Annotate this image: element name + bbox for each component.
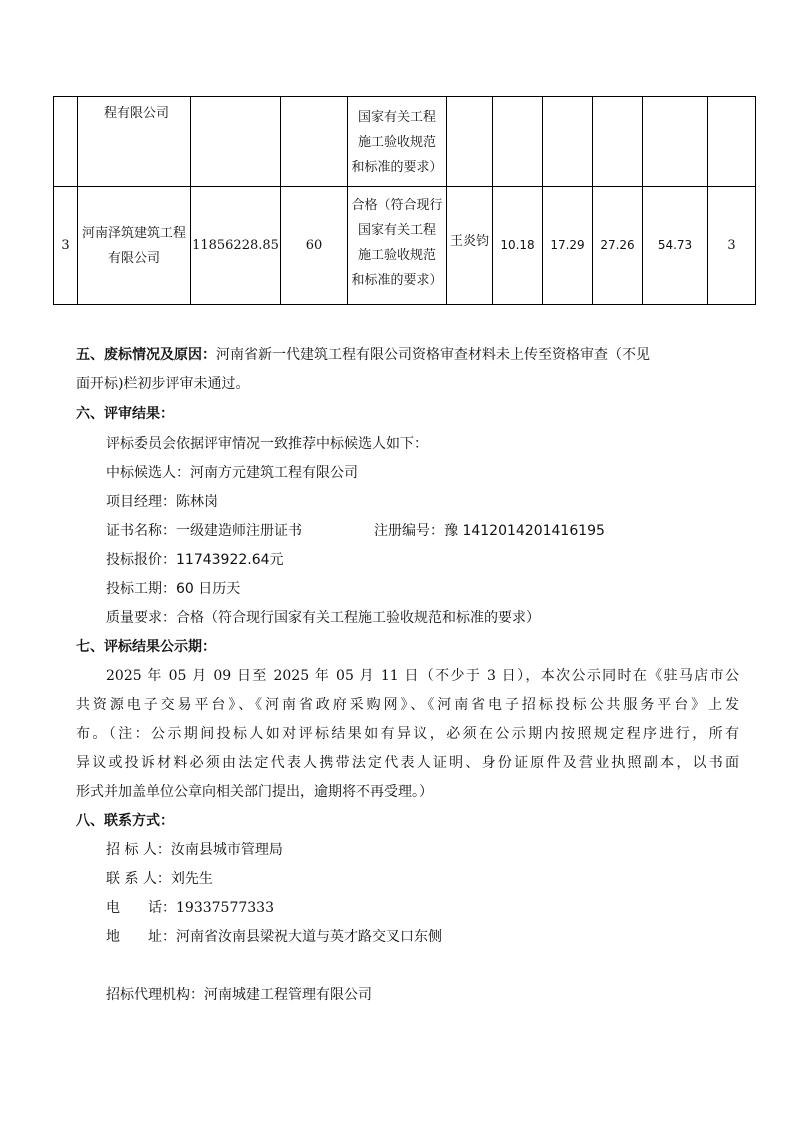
manager-cell	[447, 97, 493, 187]
reg-line	[374, 521, 605, 541]
address-label: 地 址：	[106, 929, 176, 945]
bid-result-table	[53, 96, 756, 305]
quality-line: 和标准的要求）	[351, 273, 443, 288]
contact-value: 刘先生	[170, 871, 213, 887]
quality-line: 施工验收规范	[357, 135, 436, 150]
section5-line	[76, 345, 650, 365]
score-cell: 17.29	[543, 187, 593, 305]
duration-value: 60	[176, 581, 194, 597]
quality-line: 国家有关工程	[357, 110, 436, 125]
duration-line	[106, 579, 240, 599]
section7-text-3: 布。（注：公示期间投标人如对评标结果如有异议，必须在公示期内按照规定程序进行，所有	[76, 726, 739, 742]
total-cell	[643, 97, 708, 187]
manager-label: 项目经理：	[106, 494, 176, 510]
section7-text-2: 共资源电子交易平台》、《河南省政府采购网》、《河南省电子招标投标公共服务平台》上发	[76, 697, 739, 713]
agency-value: 河南城建工程管理有限公司	[204, 987, 372, 1003]
section7-text-4: 异议或投诉材料必须由法定代表人携带法定代表人证明、身份证原件及营业执照副本，以书面	[76, 755, 739, 771]
candidate-line	[106, 463, 358, 483]
reg-label: 注册编号：	[374, 523, 444, 539]
table-row	[54, 187, 756, 305]
candidate-label: 中标候选人：	[106, 465, 190, 481]
section8-heading: 八、联系方式：	[76, 813, 174, 829]
company-cell	[78, 187, 191, 305]
phone-label: 电 话：	[106, 900, 176, 916]
price-unit: 元	[269, 552, 284, 568]
table-row	[54, 97, 756, 187]
reg-number: 1412014201416195	[462, 523, 605, 539]
price-cell: 11856228.85	[191, 187, 281, 305]
tenderer-line	[106, 840, 283, 860]
section5-text-2: 面开标)栏初步评审未通过。	[76, 376, 250, 392]
section5-text: 河南省新一代建筑工程有限公司资格审查材料未上传至资格审查（不见	[216, 347, 650, 363]
price-line	[106, 550, 284, 570]
score-cell	[493, 97, 543, 187]
company-line: 河南泽筑建筑工程	[81, 225, 186, 241]
reg-prefix: 豫	[444, 523, 458, 539]
candidate-value: 河南方元建筑工程有限公司	[190, 465, 358, 481]
address-value: 河南省汝南县梁祝大道与英才路交叉口东侧	[176, 929, 442, 945]
contact-line	[106, 869, 213, 889]
quality-line: 施工验收规范	[357, 248, 436, 263]
section6-heading: 六、评审结果：	[76, 406, 174, 422]
tenderer-value: 汝南县城市管理局	[170, 842, 283, 858]
company-cell	[78, 97, 191, 187]
quality-cell	[348, 97, 447, 187]
duration-unit: 日历天	[198, 581, 241, 597]
phone-value: 19337577333	[176, 900, 274, 916]
quality-line: 合格（符合现行	[351, 198, 443, 213]
total-cell: 54.73	[643, 187, 708, 305]
price-cell	[191, 97, 281, 187]
agency-line	[106, 985, 372, 1005]
cert-label: 证书名称：	[106, 523, 176, 539]
score-cell	[593, 97, 643, 187]
company-line: 有限公司	[107, 250, 160, 266]
phone-line	[106, 898, 274, 918]
section7-heading: 七、评标结果公示期：	[76, 639, 216, 655]
cert-value: 一级建造师注册证书	[176, 523, 302, 539]
rank-cell	[708, 97, 756, 187]
section5-heading: 五、废标情况及原因：	[76, 347, 216, 363]
rank-cell: 3	[708, 187, 756, 305]
duration-cell	[281, 97, 348, 187]
agency-label: 招标代理机构：	[106, 987, 204, 1003]
contact-label: 联 系 人：	[106, 871, 171, 887]
manager-value: 陈林岗	[176, 494, 218, 510]
address-line	[106, 927, 442, 947]
row-index: 3	[54, 187, 78, 305]
manager-cell: 王炎钧	[447, 187, 493, 305]
quality-line: 国家有关工程	[357, 223, 436, 238]
company-line: 程有限公司	[104, 106, 170, 121]
section6-intro: 评标委员会依据评审情况一致推荐中标候选人如下：	[106, 436, 428, 452]
quality-cell	[348, 187, 447, 305]
row-index	[54, 97, 78, 187]
price-value: 11743922.64	[176, 552, 270, 568]
duration-label: 投标工期：	[106, 581, 176, 597]
quality-line: 和标准的要求）	[351, 160, 443, 175]
score-cell: 27.26	[593, 187, 643, 305]
manager-line	[106, 492, 218, 512]
cert-line	[106, 521, 302, 541]
duration-cell: 60	[281, 187, 348, 305]
tenderer-label: 招 标 人：	[106, 842, 171, 858]
quality-label: 质量要求：	[106, 610, 176, 626]
section7-text-5: 形式并加盖单位公章向相关部门提出，逾期将不再受理。）	[76, 784, 433, 800]
score-cell	[543, 97, 593, 187]
price-label: 投标报价：	[106, 552, 176, 568]
score-cell: 10.18	[493, 187, 543, 305]
quality-value: 合格（符合现行国家有关工程施工验收规范和标准的要求）	[176, 610, 540, 626]
section7-text-1: 2025 年 05 月 09 日至 2025 年 05 月 11 日（不少于 3 日），本次公示同时在《驻马店市公	[106, 668, 739, 684]
quality-line	[106, 608, 540, 628]
